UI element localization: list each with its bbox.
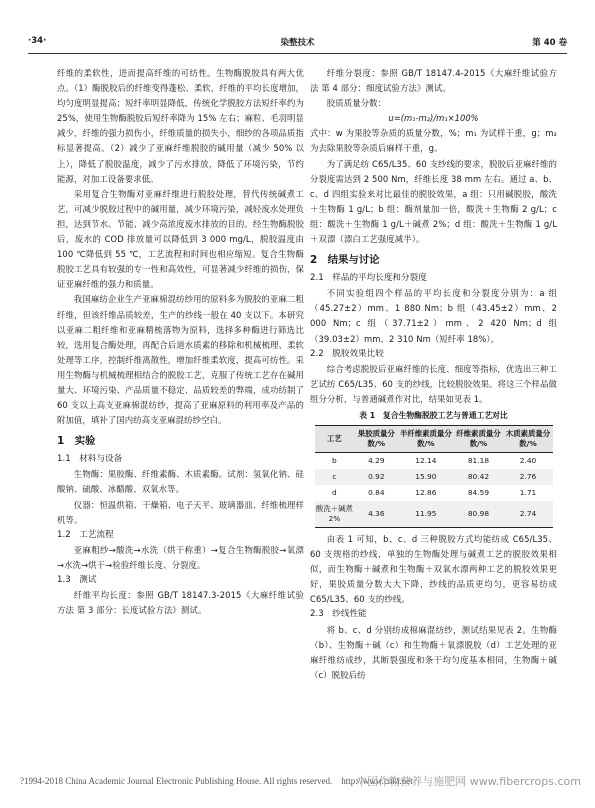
section-heading: 2 结果与讨论 [310, 254, 380, 267]
site-watermark: 中国作物营养与施肥网 www.fibercrops.com [356, 775, 581, 788]
paragraph: 将 b、c、d 分别纺成棉麻混纺纱，测试结果见表 2。生物酶（b）、生物酶＋碱（c）和生物酶＋氧漂脱胶（d）工艺处理的亚麻纤维纺成纱，其断裂强度和条干均匀度基本相同，生物酶＋碱（c）脱胶后纺 [310, 624, 557, 680]
table-cell: 4.29 [368, 455, 385, 465]
table-row [315, 469, 553, 485]
header-cell: 木质素质量分数/% [504, 425, 553, 452]
table-row [315, 485, 553, 501]
paragraph: 综合考虑脱胶后亚麻纤维的长度、细度等指标，优选出三种工艺试纺 C65/L35、60 支的纱线，比较脱胶效果。将这三个样品做组分分析，与普通碱煮作对比，结果如见表 1。 [310, 363, 557, 404]
table-cell: 4.36 [354, 501, 398, 528]
table-cell: 0.92 [368, 471, 385, 481]
table-cell: c [332, 471, 337, 481]
table-cell: 11.95 [398, 501, 453, 528]
table-cell: 12.14 [415, 455, 437, 465]
table-row [315, 452, 553, 469]
paragraph: 为了满足纺 C65/L35、60 支纱线的要求，脱胶后亚麻纤维的分裂度需达到 2 500 Nm，纤维长度 38 mm 左右。通过 a、b、c、d 四组实验来对比最佳的脱胶效果，a 组：只用碱脱胶，酸洗＋生物酶 1 g/L；b 组：酶剂量加一倍，酸洗＋生物酶 2 g/L；c 组：酸洗＋生物酶 1 g/L＋碱煮 2%；d 组：酸洗＋生物酶 1 g/L＋双漂（漂白工艺强度减半）。 [310, 158, 557, 245]
paragraph: 仪器：恒温烘箱、干燥箱、电子天平、玻璃器皿、纤维梳理样机等。 [57, 499, 304, 525]
table-cell: 2.76 [519, 471, 537, 481]
header-cell: 半纤维素质量分数/% [398, 425, 453, 452]
table-cell: 80.98 [453, 501, 503, 528]
table-cell: 15.90 [415, 471, 437, 481]
table-cell: b [332, 455, 337, 465]
page-number: ·34· [28, 36, 47, 46]
table-caption: 表 1 复合生物酶脱胶工艺与普通工艺对比 [359, 410, 508, 420]
copyright-footer: ?1994-2018 China Academic Journal Electronic Publishing House. All rights reserved. http://www.cnki.net [20, 776, 413, 786]
subsection-heading: 1.1 材料与设备 [57, 454, 123, 465]
paragraph: 生物酶：果胶酶、纤维素酶、木质素酶。试剂：氢氧化钠、硅酸钠、硫酸、冰醋酸、双氧水等。 [57, 469, 304, 495]
table-cell: 1.71 [519, 487, 537, 497]
left-column [57, 66, 304, 618]
header-cell: 工艺 [315, 425, 355, 452]
table-cell: 2.74 [504, 501, 553, 528]
table-cell: 81.18 [467, 455, 490, 465]
table-cell: 80.42 [467, 471, 490, 481]
header-rule [28, 53, 567, 54]
table-cell: 2.40 [519, 455, 537, 465]
paragraph: 不同实验组四个样品的平均长度和分裂度分别为：a 组（45.27±2）mm、1 880 Nm；b 组（43.45±2）mm、2 000 Nm；c 组（37.71±2）mm、2 420 Nm；d 组（39.03±2）mm、2 310 Nm（短纤率 18%）。 [310, 288, 557, 344]
formula: u=(m₁-m₂)/m₁×100% [388, 113, 479, 124]
paragraph: 胶质质量分数： [326, 98, 387, 109]
volume-number: 第 40 卷 [532, 38, 567, 48]
table-cell: 12.86 [415, 487, 437, 497]
header-cell: 果胶质量分数/% [354, 425, 398, 452]
journal-name: 染整技术 [280, 38, 315, 48]
paragraph: 我国麻纺企业生产亚麻棉混纺纱用的原料多为脱胶的亚麻二粗纤维，但该纤维品质较差，生产的纱线一般在 40 支以下。本研究以亚麻二粗纤维和亚麻精梳落物为原料，选择多种酶进行筛选比较，选用复合酶处理，再配合后道水质素的移除和机械梳理、柔软处理等工序，控制纤维离散性，增加纤维柔软度，提高可纺性。采用生物酶与机械梳理相结合的脱胶工艺，克服了传统工艺存在碱用量大、环境污染、产品质量不稳定、品质较差的弊端，成功纺制了 60 支以上高支亚麻棉混纺纱，提高了亚麻原料的利用率及产品的附加值，填补了国内纺高支亚麻混纺纱空白。 [57, 294, 304, 426]
paragraph: 纤维的柔软性，进而提高纤维的可纺性。生物酶脱胶具有两大优点。（1）酶脱胶后的纤维变得蓬松、柔软，纤维的平均长度增加，均匀度明显提高；短纤率明显降低，传统化学脱胶方法短纤率约为 25%，使用生物酶脱胶后短纤率降为 15% 左右；麻粒、毛羽明显减少，纤维的强力损伤小，纤维质量的损失小，细纱的各项品质指标显著提高。（2）减少了亚麻纤维脱胶的碱用量（减少 50% 以上），降低了脱胶温度，减少了污水排放，降低了环境污染，节约能源，对加工设备要求低。 [57, 68, 305, 184]
paragraph: 采用复合生物酶对亚麻纤维进行脱胶处理，替代传统碱煮工艺，可减少脱胶过程中的碱用量，减少环境污染，减轻废水处理负担，达到节水、节能、减少高浓度废水排放的目的。经生物酶脱胶后，废水的 COD 排放量可以降低到 3 000 mg/L，脱胶温度由 100 ℃降低到 55 ℃，工艺流程和时间也相应缩短。复合生物酶脱胶工艺具有较强的专一性和高效性，可显著减少纤维的损伤，保证亚麻纤维的强力和质量。 [57, 188, 304, 290]
table-cell: 酸洗＋碱煮 2% [315, 501, 355, 528]
paragraph: 由表 1 可知，b、c、d 三种脱胶方式均能纺成 C65/L35、60 支规格的纱线，单独的生物酶处理与碱煮工艺的脱胶效果相似，而生物酶＋碱煮和生物酶＋双氧水漂两种工艺的脱胶效果更好，果胶质量分数大大下降，纱线的品质更均匀，更容易纺成 C65/L35、60 支的纱线。 [310, 533, 557, 605]
section-heading: 1 实验 [57, 435, 96, 448]
subsection-heading: 2.2 脱胶效果比较 [310, 348, 384, 359]
paragraph: 亚麻粗纱→酸洗→水洗（烘干称重）→复合生物酶脱胶→氧漂→水洗→烘干→检验纤维长度、分裂度。 [57, 544, 304, 570]
page-header [28, 36, 567, 52]
paragraph: 式中：w 为果胶等杂质的质量分数，%；m₁ 为试样干重，g；m₂ 为去除果胶等杂质后麻样干重，g。 [310, 128, 557, 154]
comparison-table [315, 425, 553, 528]
right-column [310, 66, 557, 683]
table-cell: d [332, 487, 337, 497]
table-row [315, 501, 553, 528]
subsection-heading: 2.3 纱线性能 [310, 609, 367, 620]
table-cell: 0.84 [368, 487, 385, 497]
table-header-row [315, 425, 553, 452]
header-cell: 纤维素质量分数/% [453, 425, 503, 452]
paragraph: 纤维平均长度：参照 GB/T 18147.3-2015《大麻纤维试验方法 第 3 部分：长度试验方法》测试。 [57, 590, 304, 616]
subsection-heading: 1.2 工艺流程 [57, 529, 114, 540]
subsection-heading: 1.3 测试 [57, 575, 97, 585]
paragraph: 纤维分裂度：参照 GB/T 18147.4-2015《大麻纤维试验方法 第 4 部分：细度试验方法》测试。 [310, 68, 557, 94]
subsection-heading: 2.1 样品的平均长度和分裂度 [310, 273, 427, 284]
table-cell: 84.59 [467, 487, 490, 497]
